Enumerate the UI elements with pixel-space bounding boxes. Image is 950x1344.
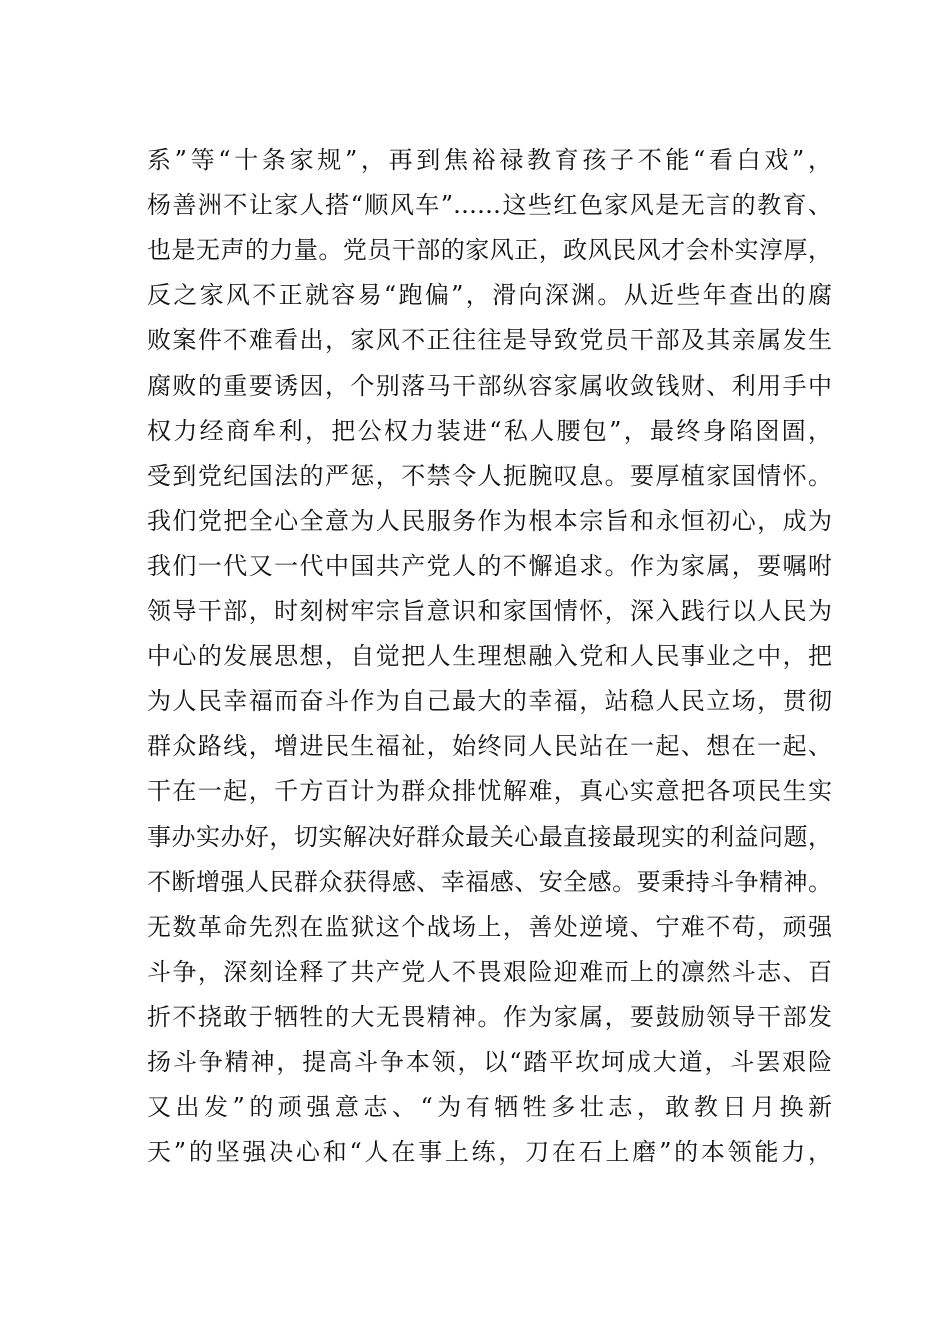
text-line: 为人民幸福而奋斗作为自己最大的幸福，站稳人民立场，贯彻 — [147, 687, 832, 716]
text-line: 无数革命先烈在监狱这个战场上，善处逆境、宁难不苟，顽强 — [147, 912, 832, 941]
text-line: 腐败的重要诱因，个别落马干部纵容家属收敛钱财、利用手中 — [147, 371, 832, 400]
text-line: 杨善洲不让家人搭“顺风车”……这些红色家风是无言的教育、 — [147, 191, 832, 220]
text-line: 事办实办好，切实解决好群众最关心最直接最现实的利益问题， — [147, 822, 832, 851]
text-line: 领导干部，时刻树牢宗旨意识和家国情怀，深入践行以人民为 — [147, 597, 832, 625]
text-line: 权力经商牟利，把公权力装进“私人腰包”，最终身陷囹圄， — [147, 416, 832, 445]
text-line: 不断增强人民群众获得感、幸福感、安全感。要秉持斗争精神。 — [147, 867, 832, 896]
text-line: 群众路线，增进民生福祉，始终同人民站在一起、想在一起、 — [147, 732, 832, 761]
text-line: 干在一起，千方百计为群众排忧解难，真心实意把各项民生实 — [147, 777, 832, 806]
text-line: 我们一代又一代中国共产党人的不懈追求。作为家属，要嘱咐 — [147, 551, 832, 580]
text-line: 折不挠敢于牺牲的大无畏精神。作为家属，要鼓励领导干部发 — [147, 1002, 832, 1031]
text-line: 反之家风不正就容易“跑偏”，滑向深渊。从近些年查出的腐 — [147, 281, 832, 310]
text-line: 天”的坚强决心和“人在事上练，刀在石上磨”的本领能力， — [147, 1138, 832, 1167]
text-line: 斗争，深刻诠释了共产党人不畏艰险迎难而上的凛然斗志、百 — [147, 957, 832, 986]
text-line: 中心的发展思想，自觉把人生理想融入党和人民事业之中，把 — [147, 642, 832, 671]
text-line: 也是无声的力量。党员干部的家风正，政风民风才会朴实淳厚， — [147, 236, 832, 265]
text-line: 受到党纪国法的严惩，不禁令人扼腕叹息。要厚植家国情怀。 — [147, 461, 832, 490]
text-line: 扬斗争精神，提高斗争本领，以“踏平坎坷成大道，斗罢艰险 — [147, 1048, 832, 1076]
text-line: 又出发”的顽强意志、“为有牺牲多壮志，敢教日月换新 — [147, 1093, 832, 1122]
text-line: 我们党把全心全意为人民服务作为根本宗旨和永恒初心，成为 — [147, 506, 832, 535]
text-line: 系”等“十条家规”，再到焦裕禄教育孩子不能“看白戏”， — [147, 146, 832, 174]
text-line: 败案件不难看出，家风不正往往是导致党员干部及其亲属发生 — [147, 326, 832, 355]
